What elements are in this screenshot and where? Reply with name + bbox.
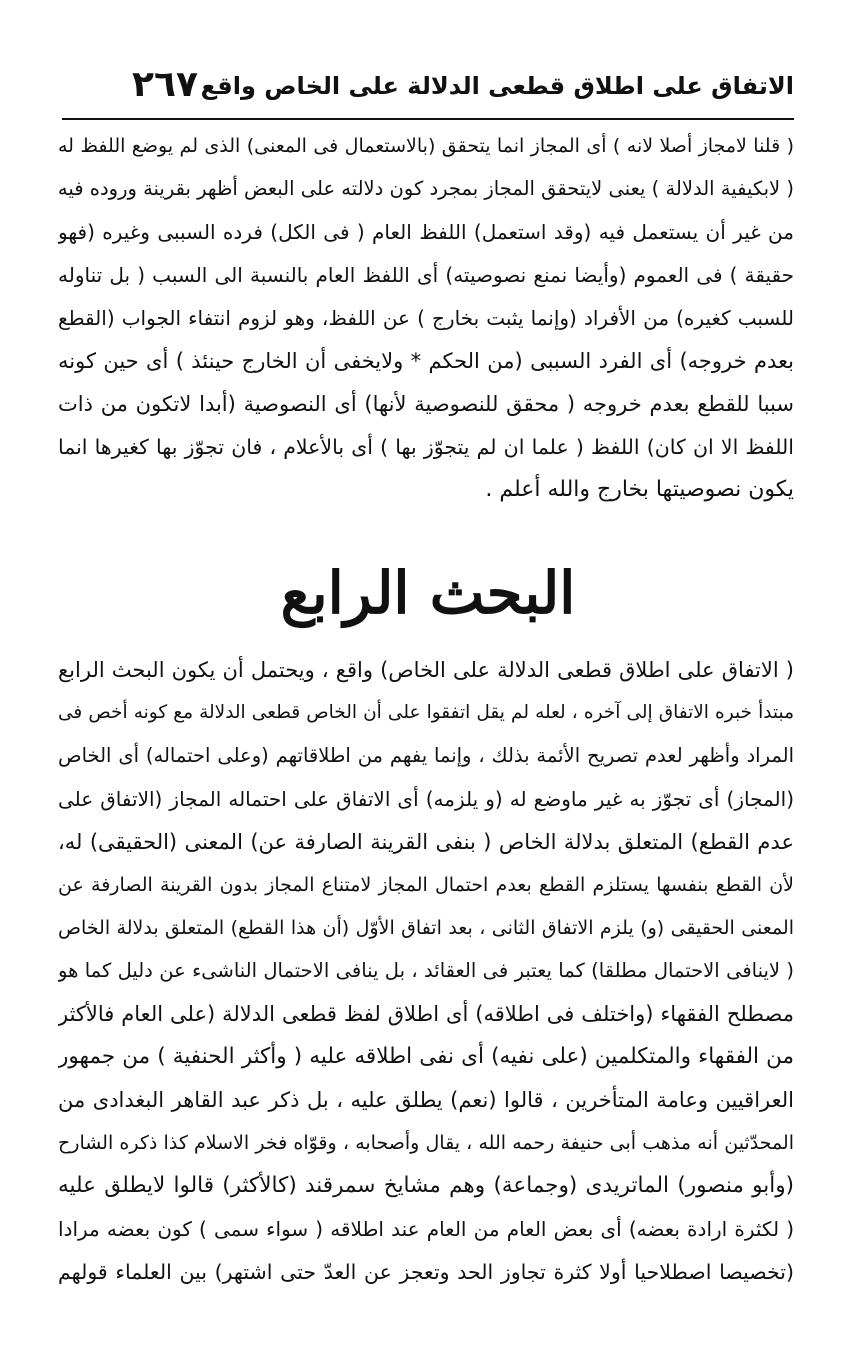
text-line: (تخصيصا اصطلاحيا أولا كثرة تجاوز الحد وتعجز عن العدّ حتى اشتهر) بين العلماء قولهم — [58, 1260, 794, 1284]
text-line: من الفقهاء والمتكلمين (على نفيه) أى نفى اطلاقه عليه ( وأكثر الحنفية ) من جمهور — [58, 1044, 794, 1069]
text-line: ( لابكيفية الدلالة ) يعنى لايتحقق المجاز بمجرد كون دلالته على البعض أظهر بقرينة وروده فيه — [58, 177, 794, 200]
text-line: المعنى الحقيقى (و) يلزم الاتفاق الثانى ، بعد اتفاق الأوّل (أن هذا القطع) المتعلق بدلالة الخاص — [58, 917, 794, 939]
text-line: (وأبو منصور) الماتريدى (وجماعة) وهم مشايخ سمرقند (كالأكثر) قالوا لايطلق عليه — [58, 1173, 794, 1198]
text-line: ( قلنا لامجاز أصلا لانه ) أى المجاز انما يتحقق (بالاستعمال فى المعنى) الذى لم يوضع اللفظ له — [58, 135, 794, 157]
text-line: للسبب كغيره) من الأفراد (وإنما يثبت بخارج ) عن اللفظ، وهو لزوم انتفاء الجواب (القطع — [58, 306, 794, 330]
section-title: البحث الرابع — [280, 559, 576, 627]
page-number: ٢٦٧ — [132, 64, 198, 105]
text-line: (المجاز) أى تجوّز به غير ماوضع له (و يلزمه) أى الاتفاق على احتماله المجاز (الاتفاق على — [58, 787, 794, 811]
text-line: اللفظ الا ان كان) اللفظ ( علما ان لم يتجوّز بها ) أى بالأعلام ، فان تجوّز بها كغيرها انما — [58, 435, 794, 459]
running-title: الاتفاق على اطلاق قطعى الدلالة على الخاص واقع — [200, 72, 794, 100]
text-line: المحدّثين أنه مذهب أبى حنيفة رحمه الله ، يقال وأصحابه ، وقوّاه فخر الاسلام كذا ذكره الشارح — [58, 1132, 794, 1154]
text-line: ( لكثرة ارادة بعضه) أى بعض العام من العام عند اطلاقه ( سواء سمى ) كون بعضه مرادا — [58, 1217, 794, 1241]
text-line: حقيقة ) فى العموم (وأيضا نمنع نصوصيته) أى اللفظ العام بالنسبة الى السبب ( بل تناوله — [58, 263, 794, 287]
text-line: عدم القطع) المتعلق بدلالة الخاص ( بنفى القرينة الصارفة عن) المعنى (الحقيقى) له، — [58, 830, 794, 854]
text-line: سببا للقطع بعدم خروجه ( محقق للنصوصية لأنها) أى النصوصية (أبدا لاتكون من ذات — [58, 392, 794, 416]
text-line: بعدم خروجه) أى الفرد السببى (من الحكم * ولايخفى أن الخارج حينئذ ) أى حين كونه — [58, 349, 794, 373]
text-line: من غير أن يستعمل فيه (وقد استعمل) اللفظ العام ( فى الكل) فرده السببى وغيره (فهو — [58, 220, 794, 244]
text-line: لأن القطع بنفسها يستلزم القطع بعدم احتمال المجاز لامتناع المجاز بدون القرينة الصارفة عن — [58, 874, 794, 896]
text-line: مبتدأ خبره الاتفاق إلى آخره ، لعله لم يقل اتفقوا على أن الخاص قطعى الدلالة مع كونه أخص فى — [58, 702, 794, 723]
text-line: العراقيين وعامة المتأخرين ، قالوا (نعم) يطلق عليه ، بل ذكر عبد القاهر البغدادى من — [58, 1088, 794, 1112]
text-line: المراد وأظهر لعدم تصريح الأئمة بذلك ، وإنما يفهم من اطلاقاتهم (وعلى احتماله) أى الخاص — [58, 744, 794, 767]
text-line: يكون نصوصيتها بخارج والله أعلم . — [485, 477, 794, 502]
running-header — [62, 62, 794, 120]
text-line: ( الاتفاق على اطلاق قطعى الدلالة على الخاص) واقع ، ويحتمل أن يكون البحث الرابع — [58, 658, 794, 682]
text-line: مصطلح الفقهاء (واختلف فى اطلاقه) أى اطلاق لفظ قطعى الدلالة (على العام فالأكثر — [58, 1002, 794, 1026]
text-line: ( لاينافى الاحتمال مطلقا) كما يعتبر فى العقائد ، بل ينافى الاحتمال الناشىء عن دليل كما هو — [58, 959, 794, 982]
